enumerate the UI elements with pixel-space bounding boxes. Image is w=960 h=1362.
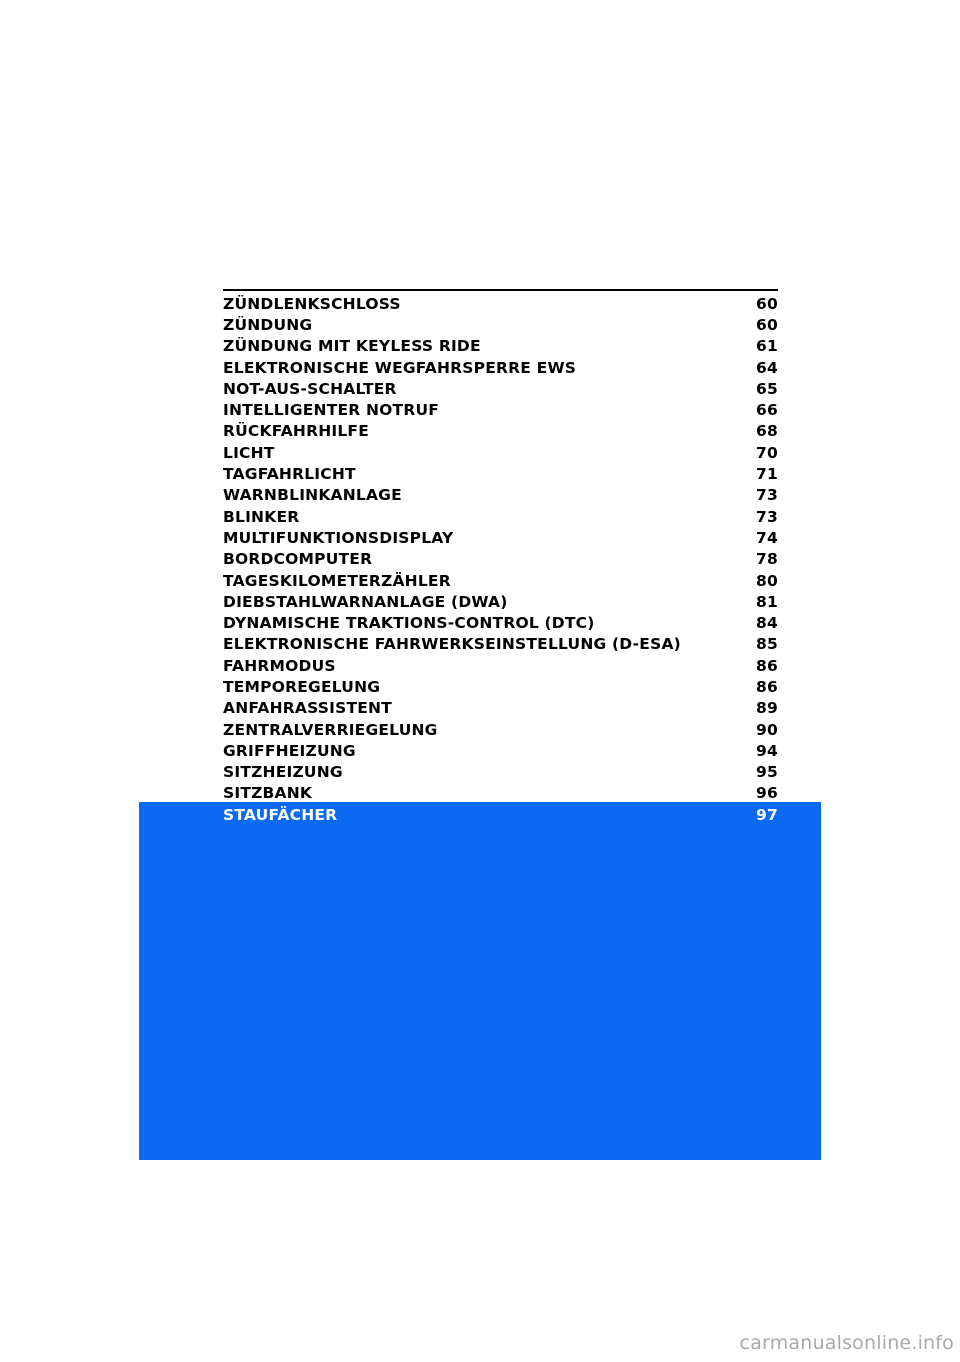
toc-entry[interactable] (223, 357, 778, 378)
toc-entry[interactable] (223, 762, 778, 783)
toc-entry-page-number: 95 (756, 763, 778, 782)
toc-entry[interactable] (223, 336, 778, 357)
toc-entry-page-number: 89 (756, 699, 778, 718)
toc-entry-page-number: 85 (756, 635, 778, 654)
toc-entry-title: GRIFFHEIZUNG (223, 741, 356, 760)
toc-entry[interactable] (223, 634, 778, 655)
toc-entry-title: SITZHEIZUNG (223, 763, 343, 782)
toc-entry-page-number: 74 (756, 528, 778, 547)
toc-entry-page-number: 90 (756, 720, 778, 739)
toc-entry-title: STAUFÄCHER (223, 805, 338, 824)
toc-entry[interactable] (223, 570, 778, 591)
toc-entry-title: TAGFAHRLICHT (223, 465, 356, 484)
toc-entry[interactable] (223, 442, 778, 463)
toc-entry[interactable] (223, 591, 778, 612)
chapter-highlight-panel (139, 802, 821, 1160)
toc-entry-page-number: 65 (756, 379, 778, 398)
toc-entry-page-number: 96 (756, 784, 778, 803)
toc-entry-page-number: 84 (756, 614, 778, 633)
toc-entry[interactable] (223, 463, 778, 484)
toc-entry[interactable] (223, 378, 778, 399)
toc-entry[interactable] (223, 698, 778, 719)
toc-entry[interactable] (223, 399, 778, 420)
toc-entry-page-number: 78 (756, 550, 778, 569)
toc-entry-title: WARNBLINKANLAGE (223, 486, 402, 505)
toc-entry[interactable] (223, 655, 778, 676)
toc-entry[interactable] (223, 783, 778, 804)
toc-entry-page-number: 94 (756, 741, 778, 760)
toc-entry-page-number: 86 (756, 677, 778, 696)
toc-entry-page-number: 60 (756, 294, 778, 313)
toc-entry-title: DYNAMISCHE TRAKTIONS-CONTROL (DTC) (223, 614, 595, 633)
toc-entry-page-number: 60 (756, 315, 778, 334)
toc-entry-title: TEMPOREGELUNG (223, 677, 381, 696)
toc-entry-title: TAGESKILOMETERZÄHLER (223, 571, 451, 590)
toc-entry-page-number: 71 (756, 465, 778, 484)
toc-entry-title: BORDCOMPUTER (223, 550, 373, 569)
toc-entry-title: ELEKTRONISCHE WEGFAHRSPERRE EWS (223, 358, 577, 377)
toc-entry-page-number: 64 (756, 358, 778, 377)
toc-entry-title: DIEBSTAHLWARNANLAGE (DWA) (223, 592, 508, 611)
toc-entry[interactable] (223, 612, 778, 633)
toc-entry-title: ZÜNDUNG (223, 315, 313, 334)
toc-entry-title: SITZBANK (223, 784, 313, 803)
toc-entry-page-number: 97 (756, 805, 778, 824)
toc-entry[interactable] (223, 804, 778, 825)
toc-entry[interactable] (223, 485, 778, 506)
toc-entry-title: ZÜNDLENKSCHLOSS (223, 294, 401, 313)
toc-entry[interactable] (223, 740, 778, 761)
toc-entry-title: ZÜNDUNG MIT KEYLESS RIDE (223, 337, 481, 356)
toc-entry-page-number: 80 (756, 571, 778, 590)
toc-entry-title: BLINKER (223, 507, 300, 526)
toc-entry-title: MULTIFUNKTIONSDISPLAY (223, 528, 454, 547)
toc-entry[interactable] (223, 527, 778, 548)
toc-entry-title: NOT-AUS-SCHALTER (223, 379, 397, 398)
toc-entry-page-number: 73 (756, 486, 778, 505)
toc-entry[interactable] (223, 719, 778, 740)
toc-entry-title: LICHT (223, 443, 275, 462)
toc-entry[interactable] (223, 676, 778, 697)
toc-entry-title: ANFAHRASSISTENT (223, 699, 392, 718)
toc-entry-page-number: 86 (756, 656, 778, 675)
toc-entry[interactable] (223, 549, 778, 570)
toc-entry-page-number: 81 (756, 592, 778, 611)
toc-entry-title: ZENTRALVERRIEGELUNG (223, 720, 438, 739)
toc-entry-title: ELEKTRONISCHE FAHRWERKSEINSTELLUNG (D-ESA) (223, 635, 681, 654)
toc-entry[interactable] (223, 506, 778, 527)
watermark: carmanualsonline.info (739, 1332, 954, 1354)
toc-entry-page-number: 70 (756, 443, 778, 462)
toc-entry[interactable] (223, 314, 778, 335)
top-divider (223, 289, 778, 291)
toc-entry-page-number: 68 (756, 422, 778, 441)
toc-entry-page-number: 66 (756, 401, 778, 420)
toc-entry[interactable] (223, 293, 778, 314)
table-of-contents (223, 293, 778, 825)
toc-entry[interactable] (223, 421, 778, 442)
toc-entry-page-number: 61 (756, 337, 778, 356)
toc-entry-title: RÜCKFAHRHILFE (223, 422, 370, 441)
toc-entry-title: INTELLIGENTER NOTRUF (223, 401, 440, 420)
toc-entry-title: FAHRMODUS (223, 656, 336, 675)
toc-entry-page-number: 73 (756, 507, 778, 526)
